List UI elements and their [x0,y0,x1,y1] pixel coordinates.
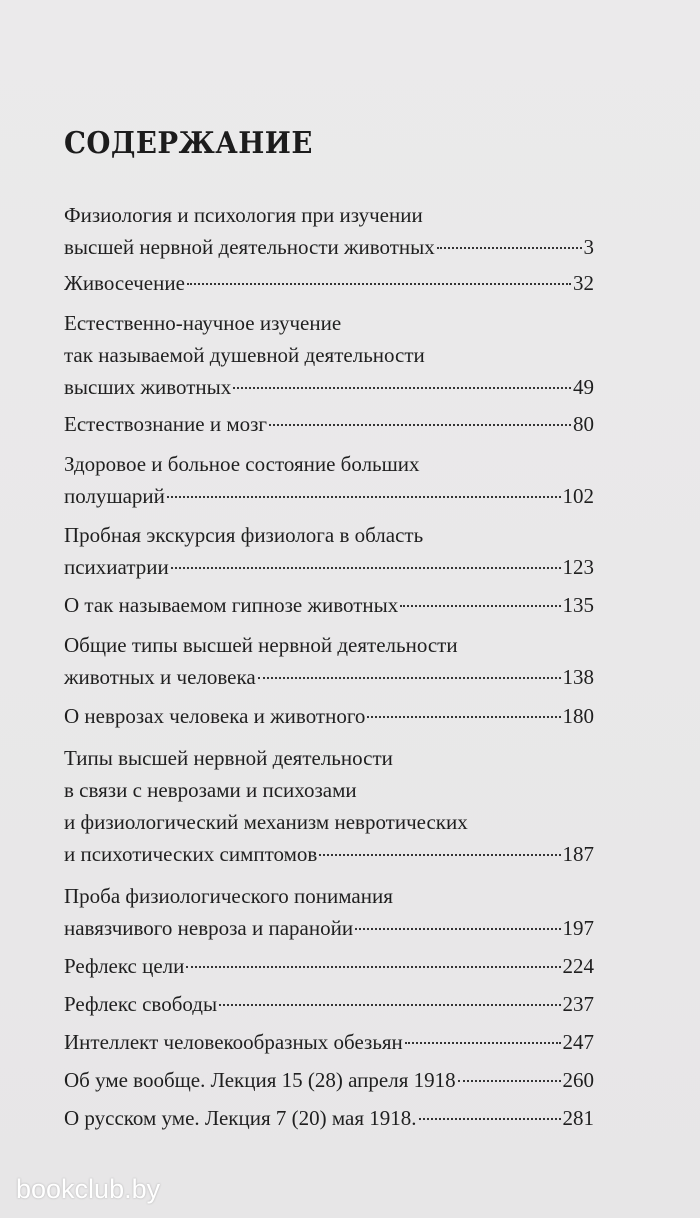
toc-entry-line [64,589,594,621]
dot-leader [258,677,561,679]
toc-page-number: 80 [573,412,594,436]
toc-entry-line [64,912,594,944]
toc-entry [64,988,594,1020]
toc-entry-line [64,661,594,693]
dot-leader [437,247,582,249]
toc-entry-line: Здоровое и больное состояние больших [64,452,420,476]
toc-entry-title: полушарий [64,484,165,508]
toc-entry [64,950,594,982]
dot-leader [419,1118,561,1120]
toc-page-number: 32 [573,271,594,295]
toc-entry-line: Естественно-научное изучение [64,311,342,335]
toc-entry-title: О так называемом гипнозе животных [64,593,399,617]
toc-entry-line [64,551,594,583]
toc-entry-title: высших животных [64,375,232,399]
toc-entry-title: Рефлекс свободы [64,992,218,1016]
dot-leader [233,387,571,389]
toc-page-number: 3 [583,235,594,259]
toc-page-number: 138 [562,665,594,689]
toc-entry-line: так называемой душевной деятельности [64,343,425,367]
toc-entry [64,408,594,440]
toc-entry-line [64,1026,594,1058]
dot-leader [171,567,561,569]
toc-entry-line [64,480,594,512]
toc-entry-line [64,408,594,440]
toc-page-number: 135 [562,593,594,617]
toc-entry-line [64,1064,594,1096]
toc-entry-title: Живосечение [64,271,185,295]
toc-entry-line: Пробная экскурсия физиолога в область [64,523,424,547]
toc-entry-line [64,371,594,403]
toc-entry [64,880,594,944]
toc-entry-line [64,231,594,263]
toc-page-number: 180 [562,704,594,728]
dot-leader [458,1080,561,1082]
toc-page-number: 197 [562,916,594,940]
toc-entry-line [64,988,594,1020]
dot-leader [187,283,571,285]
toc-entry-line: в связи с неврозами и психозами [64,778,357,802]
toc-page-number: 123 [562,555,594,579]
dot-leader [405,1042,561,1044]
toc-entry [64,1064,594,1096]
toc-entry-title: О русском уме. Лекция 7 (20) мая 1918. [64,1106,417,1130]
toc-entry [64,448,594,512]
toc-entry-line: Типы высшей нервной деятельности [64,746,393,770]
dot-leader [269,424,571,426]
toc-entry-title: и психотических симптомов [64,842,318,866]
toc-entry-line [64,1102,594,1134]
toc-entry-line [64,838,594,870]
toc-page-number: 281 [562,1106,594,1130]
toc-entry [64,519,594,583]
toc-entry-title: животных и человека [64,665,256,689]
toc-entry-line: Физиология и психология при изучении [64,203,423,227]
toc-page-number: 102 [562,484,594,508]
dot-leader [219,1004,560,1006]
toc-entry-title: Естествознание и мозг [64,412,268,436]
toc-entry [64,307,594,403]
toc-page-number: 247 [562,1030,594,1054]
dot-leader [319,854,560,856]
toc-page-number: 187 [562,842,594,866]
watermark: bookclub.by [16,1174,161,1204]
toc-entry [64,700,594,732]
dot-leader [167,496,561,498]
toc-entry [64,589,594,621]
toc-entry-line: Проба физиологического понимания [64,884,393,908]
dot-leader [400,605,560,607]
toc-entry-line: Общие типы высшей нервной деятельности [64,633,458,657]
toc-page-number: 224 [562,954,594,978]
toc-entry-line [64,950,594,982]
toc-entry-title: психиатрии [64,555,169,579]
page-title: СОДЕРЖАНИЕ [64,126,313,161]
dot-leader [367,716,560,718]
toc-entry-title: Рефлекс цели [64,954,185,978]
toc-entry [64,1102,594,1134]
toc-entry-title: высшей нервной деятельности животных [64,235,435,259]
dot-leader [186,966,560,968]
toc-entry-line: и физиологический механизм невротических [64,810,468,834]
toc-entry [64,629,594,693]
dot-leader [355,928,560,930]
toc-entry-title: Интеллект человекообразных обезьян [64,1030,403,1054]
toc-entry-line [64,700,594,732]
table-of-contents [64,199,594,1134]
toc-entry [64,267,594,299]
toc-entry [64,742,594,870]
toc-page-number: 237 [562,992,594,1016]
toc-page-number: 49 [573,375,594,399]
toc-entry-line [64,267,594,299]
toc-page-number: 260 [562,1068,594,1092]
toc-entry-title: Об уме вообще. Лекция 15 (28) апреля 1918 [64,1068,456,1092]
toc-entry-title: навязчивого невроза и паранойи [64,916,354,940]
toc-entry [64,1026,594,1058]
toc-entry [64,199,594,263]
toc-entry-title: О неврозах человека и животного [64,704,366,728]
